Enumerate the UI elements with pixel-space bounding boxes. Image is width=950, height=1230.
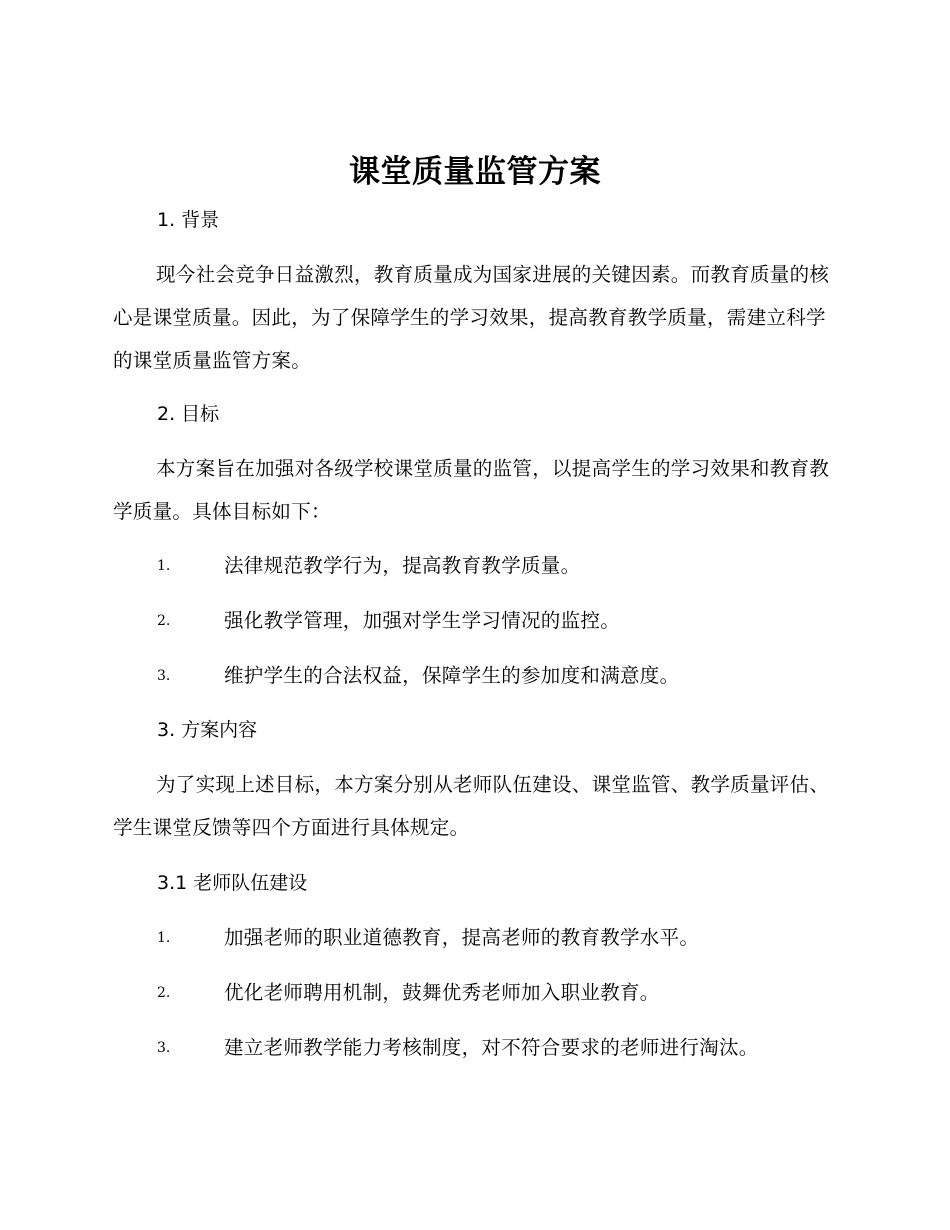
list-text: 维护学生的合法权益，保障学生的参加度和满意度。 (224, 664, 680, 687)
list-number: 1. (157, 558, 171, 574)
list-item (157, 661, 857, 691)
list-number: 2. (157, 985, 171, 1001)
list-number: 3. (157, 1040, 171, 1056)
list-item (157, 606, 857, 636)
plan-content-paragraph: 为了实现上述目标，本方案分别从老师队伍建设、课堂监管、教学质量评估、学生课堂反馈等四个方面进行具体规定。 (113, 773, 830, 839)
list-text: 建立老师教学能力考核制度，对不符合要求的老师进行淘汰。 (224, 1036, 759, 1059)
list-item (157, 551, 857, 581)
list-item (157, 1033, 857, 1063)
section-heading-goals: 2. 目标 (157, 403, 220, 425)
section-heading-background: 1. 背景 (157, 209, 220, 231)
list-text: 优化老师聘用机制，鼓舞优秀老师加入职业教育。 (224, 981, 660, 1004)
section-heading-plan-content: 3. 方案内容 (157, 719, 258, 741)
list-item (157, 978, 857, 1008)
document-title: 课堂质量监管方案 (349, 154, 601, 190)
section-heading-teacher-team: 3.1 老师队伍建设 (157, 872, 308, 894)
background-paragraph: 现今社会竞争日益激烈，教育质量成为国家进展的关键因素。而教育质量的核心是课堂质量。因此，为了保障学生的学习效果，提高教育教学质量，需建立科学的课堂质量监管方案。 (113, 263, 830, 372)
list-number: 2. (157, 613, 171, 629)
list-text: 加强老师的职业道德教育，提高老师的教育教学水平。 (224, 926, 700, 949)
list-number: 3. (157, 668, 171, 684)
list-text: 强化教学管理，加强对学生学习情况的监控。 (224, 609, 621, 632)
goals-paragraph: 本方案旨在加强对各级学校课堂质量的监管，以提高学生的学习效果和教育教学质量。具体目标如下： (113, 457, 830, 523)
list-number: 1. (157, 930, 171, 946)
list-text: 法律规范教学行为，提高教育教学质量。 (224, 554, 581, 577)
list-item (157, 923, 857, 953)
